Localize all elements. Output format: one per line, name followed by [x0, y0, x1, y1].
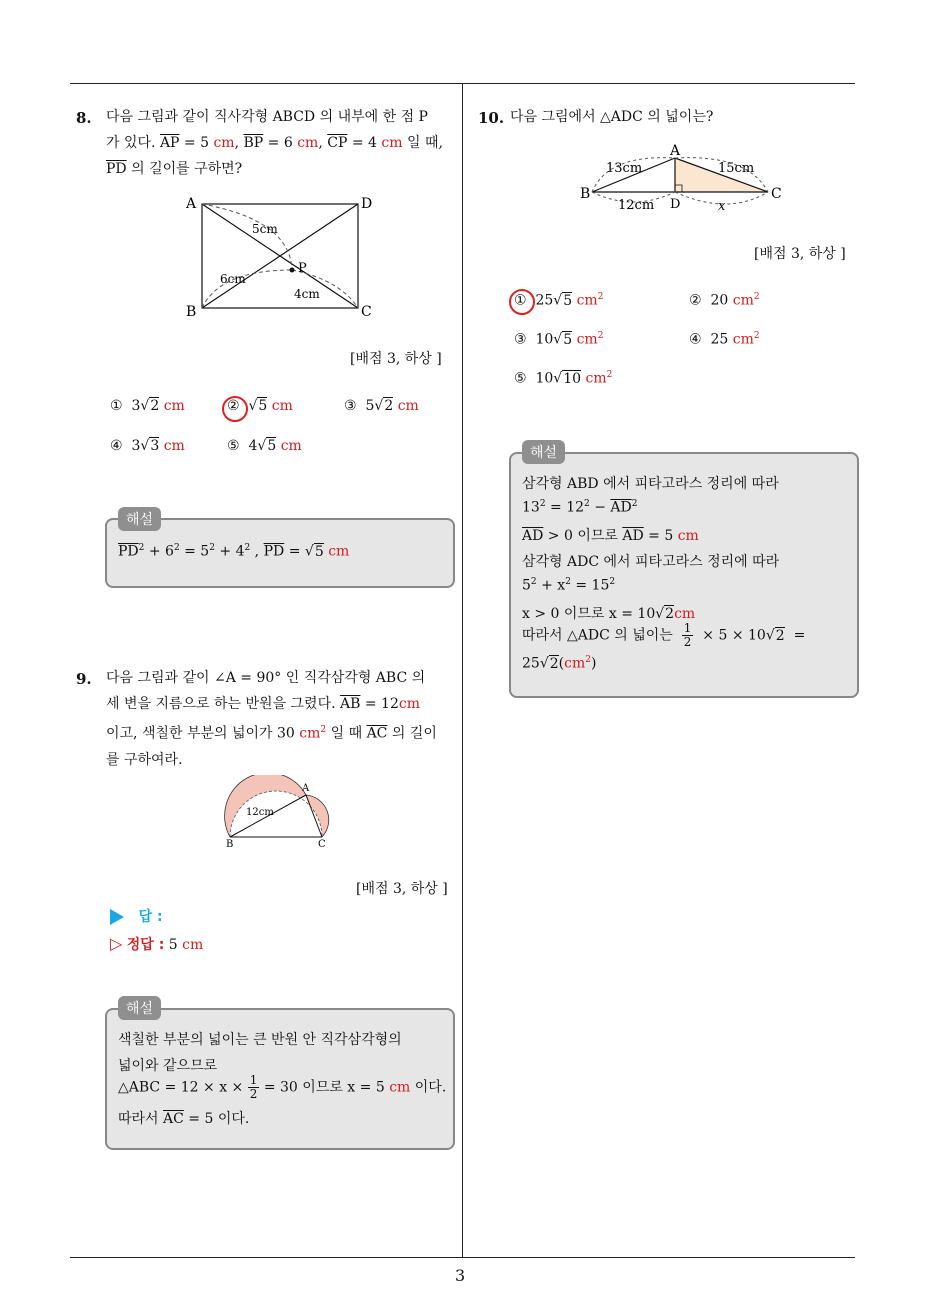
q10-explanation-line4: 삼각형 ADC 에서 피타고라스 정리에 따라	[522, 554, 780, 570]
q10-option-4[interactable]: ④ 25 $cm^2$	[689, 331, 760, 348]
hollow-arrow-icon: ▷	[110, 934, 123, 953]
q8-fig-label-p: P	[298, 261, 307, 276]
q8-fig-label-d: D	[361, 196, 373, 212]
q8-option-1[interactable]: ① 3√2 cm	[110, 398, 185, 414]
q10-fig-label-bd: 12cm	[618, 198, 655, 213]
q9-line3: 이고, 색칠한 부분의 넓이가 30 $cm^2$ 일 때 $\overline{AC}$ 의 길이	[106, 725, 437, 742]
q8-score: [배점 3, 하상 ]	[350, 351, 442, 367]
q9-question	[106, 665, 456, 773]
q9-fig-label-c: C	[318, 839, 326, 850]
q9-explanation-tag: 해설	[118, 996, 161, 1020]
q8-line1: 다음 그림과 같이 직사각형 ABCD 의 내부에 한 점 P	[106, 109, 428, 125]
q9-semicircle-figure	[222, 775, 342, 850]
q8-number: 8.	[76, 109, 92, 127]
q8-fig-label-bp: 6cm	[220, 272, 246, 286]
q8-fig-label-c: C	[361, 304, 372, 320]
q10-option-2[interactable]: ② 20 $cm^2$	[689, 292, 760, 309]
q9-explanation-line1: 색칠한 부분의 넓이는 큰 반원 안 직각삼각형의	[118, 1032, 402, 1048]
q8-rectangle-figure	[180, 190, 380, 320]
q8-line2: 가 있다. $\overline{AP} = 5$ cm, $\overline{BP} = 6$ cm, $\overline{CP} = 4$ cm 일 때,	[106, 135, 443, 151]
q9-line4: 를 구하여라.	[106, 751, 183, 768]
q10-option-1[interactable]: ① 25√5 $cm^2$	[514, 292, 604, 309]
q10-fig-label-dc: x	[718, 199, 726, 214]
column-divider	[462, 83, 463, 1258]
q9-explanation-line3: △ABC = 12 × x × $\frac{1}{2}$ = 30 이므로 x = 5 cm 이다.	[118, 1073, 447, 1101]
q9-explanation-line2: 넓이와 같으므로	[118, 1058, 218, 1074]
q10-fig-label-c: C	[771, 186, 782, 202]
q9-correct-answer: ▷ 정답 : 5 cm	[110, 934, 204, 953]
q9-number: 9.	[76, 670, 92, 688]
q10-triangle-figure	[578, 142, 788, 214]
q9-explanation-line4: 따라서 $\overline{AC} = 5$ 이다.	[118, 1111, 250, 1127]
q8-fig-label-b: B	[186, 304, 197, 320]
q10-explanation-tag: 해설	[522, 440, 565, 464]
q10-explanation-line8: $25√2(cm^2)$	[522, 655, 597, 672]
q8-explanation-line: $\overline{PD}^2 + 6^2 = 5^2 + 4^2$ , $\overline{PD} = √5$ cm	[118, 543, 350, 560]
q8-option-4[interactable]: ④ 3√3 cm	[110, 438, 185, 454]
q9-fig-label-b: B	[226, 839, 234, 850]
q8-option-2[interactable]: ② √5 cm	[227, 398, 293, 414]
q10-explanation-line7: 따라서 △ADC 의 넓이는 $\frac{1}{2}$ × 5 × 10√2 =	[522, 621, 806, 649]
q9-line2: 세 변을 지름으로 하는 반원을 그렸다. $\overline{AB} = 12cm$	[106, 696, 420, 712]
page-number: 3	[455, 1266, 466, 1285]
q9-fig-label-a: A	[302, 783, 310, 794]
q10-explanation-line3: $\overline{AD} > 0$ 이므로 $\overline{AD} = 5$ cm	[522, 528, 699, 544]
q9-answer-label: 답 :	[110, 906, 163, 926]
bottom-rule	[70, 1257, 855, 1258]
q10-question: 다음 그림에서 △ADC 의 넓이는?	[510, 109, 714, 125]
q10-fig-label-a: A	[670, 143, 681, 159]
q10-explanation-line6: x > 0 이므로 x = 10√2cm	[522, 606, 696, 622]
q10-fig-label-ac: 15cm	[718, 161, 755, 176]
q10-fig-label-d: D	[670, 197, 681, 212]
q10-option-3[interactable]: ③ 10√5 $cm^2$	[514, 331, 604, 348]
q8-fig-label-a: A	[186, 196, 197, 212]
q10-number: 10.	[478, 109, 505, 127]
q8-option-3[interactable]: ③ 5√2 cm	[344, 398, 419, 414]
q8-fig-label-cp: 4cm	[294, 287, 320, 301]
q8-option-5[interactable]: ⑤ 4√5 cm	[227, 438, 302, 454]
q10-explanation-line1: 삼각형 ABD 에서 피타고라스 정리에 따라	[522, 476, 779, 492]
q10-explanation-line2: $13^2 = 12^2 - \overline{AD}^2$	[522, 499, 638, 516]
q9-fig-label-ab: 12cm	[246, 807, 274, 818]
q10-fig-label-b: B	[580, 186, 591, 202]
q9-line1: 다음 그림과 같이 ∠A = 90° 인 직각삼각형 ABC 의	[106, 670, 426, 686]
q8-explanation-tag: 해설	[118, 507, 161, 531]
q10-score: [배점 3, 하상 ]	[754, 246, 846, 262]
q9-score: [배점 3, 하상 ]	[356, 881, 448, 897]
q10-fig-label-ab: 13cm	[606, 161, 643, 176]
q10-explanation-line5: $5^2 + x^2 = 15^2$	[522, 577, 616, 594]
q8-line3: $\overline{PD}$ 의 길이를 구하면?	[106, 161, 243, 177]
q8-question	[106, 104, 456, 182]
q10-option-5[interactable]: ⑤ 10√10 $cm^2$	[514, 370, 613, 387]
q8-fig-label-ap: 5cm	[252, 222, 278, 236]
play-arrow-icon	[110, 909, 124, 925]
